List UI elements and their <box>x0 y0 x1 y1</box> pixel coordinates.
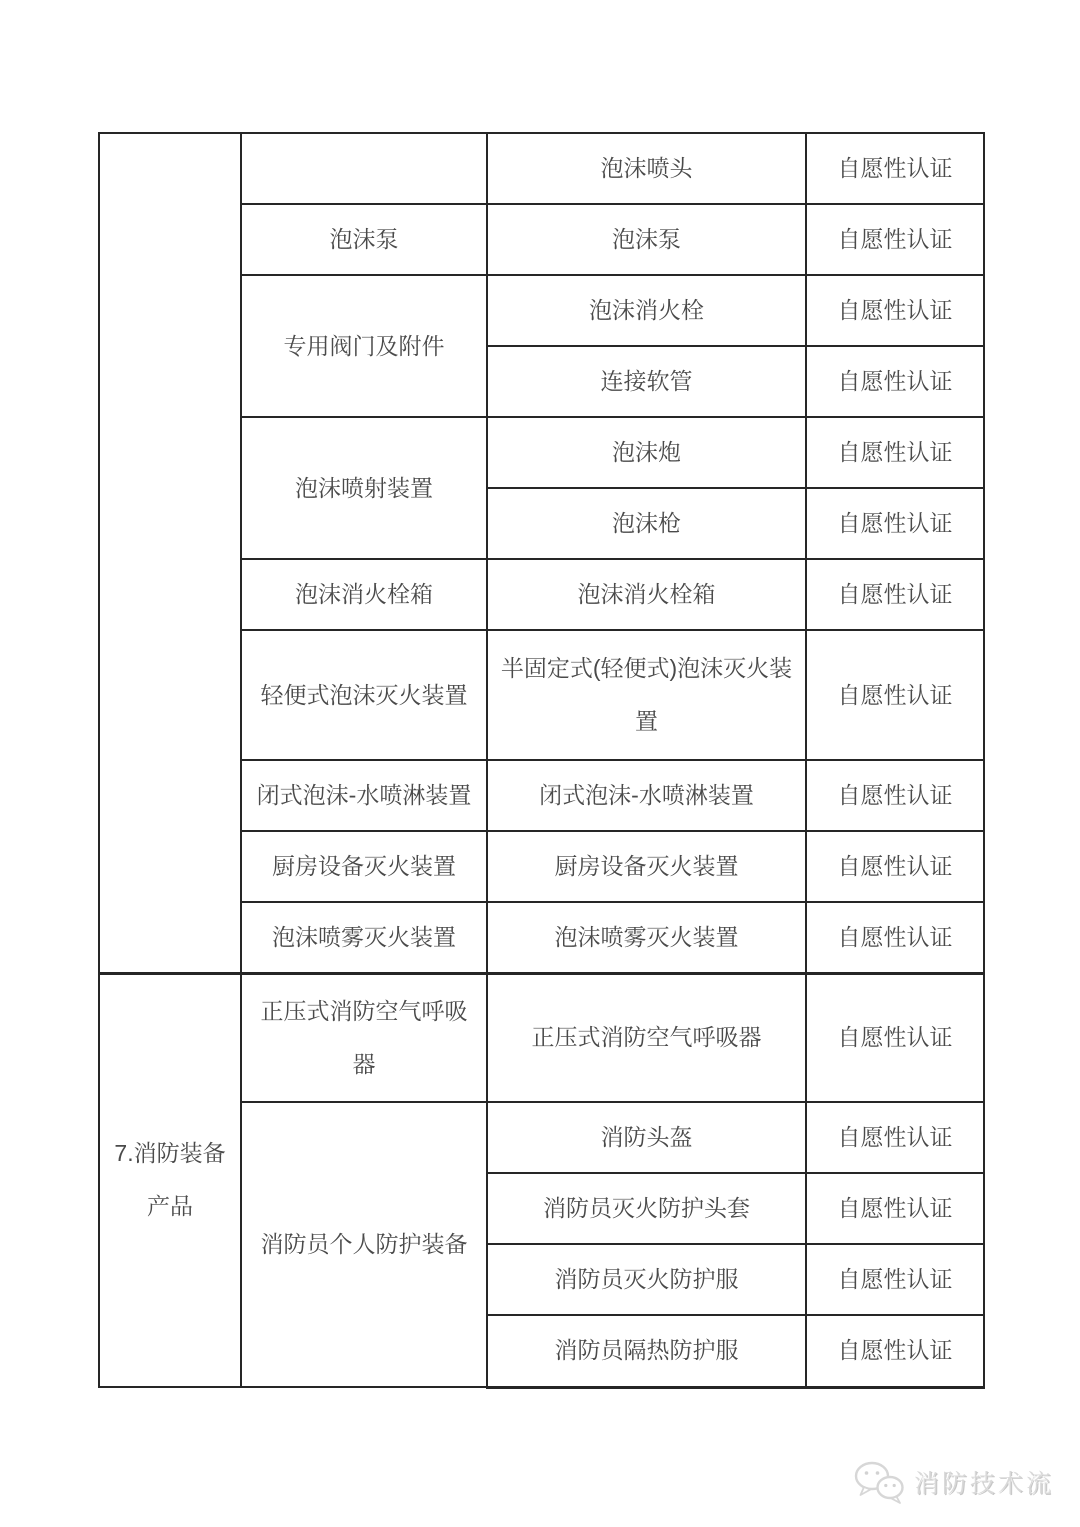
group-cell: 厨房设备灭火装置 <box>241 831 487 902</box>
product-cell: 泡沫消火栓 <box>487 275 806 346</box>
certification-table <box>98 132 985 1389</box>
certification-cell: 自愿性认证 <box>806 973 984 1102</box>
group-cell: 泡沫泵 <box>241 204 487 275</box>
product-cell: 厨房设备灭火装置 <box>487 831 806 902</box>
certification-cell: 自愿性认证 <box>806 630 984 760</box>
product-cell: 泡沫炮 <box>487 417 806 488</box>
wechat-icon <box>853 1460 905 1504</box>
certification-cell: 自愿性认证 <box>806 204 984 275</box>
product-cell: 泡沫泵 <box>487 204 806 275</box>
certification-cell: 自愿性认证 <box>806 760 984 831</box>
group-cell: 泡沫喷射装置 <box>241 417 487 559</box>
group-cell: 正压式消防空气呼吸器 <box>241 973 487 1102</box>
certification-cell: 自愿性认证 <box>806 831 984 902</box>
product-cell: 正压式消防空气呼吸器 <box>487 973 806 1102</box>
group-cell: 轻便式泡沫灭火装置 <box>241 630 487 760</box>
product-cell: 消防员灭火防护服 <box>487 1244 806 1315</box>
certification-cell: 自愿性认证 <box>806 1102 984 1173</box>
certification-cell: 自愿性认证 <box>806 1173 984 1244</box>
product-cell: 半固定式(轻便式)泡沫灭火装置 <box>487 630 806 760</box>
certification-cell: 自愿性认证 <box>806 488 984 559</box>
product-cell: 泡沫枪 <box>487 488 806 559</box>
group-cell: 闭式泡沫-水喷淋装置 <box>241 760 487 831</box>
product-cell: 泡沫喷头 <box>487 133 806 204</box>
certification-cell: 自愿性认证 <box>806 559 984 630</box>
product-cell: 连接软管 <box>487 346 806 417</box>
certification-cell: 自愿性认证 <box>806 275 984 346</box>
certification-cell: 自愿性认证 <box>806 1244 984 1315</box>
product-cell: 泡沫消火栓箱 <box>487 559 806 630</box>
watermark <box>853 1460 1054 1504</box>
table-row <box>99 973 984 1102</box>
product-cell: 消防头盔 <box>487 1102 806 1173</box>
group-cell: 泡沫喷雾灭火装置 <box>241 902 487 973</box>
product-cell: 消防员灭火防护头套 <box>487 1173 806 1244</box>
certification-cell: 自愿性认证 <box>806 1315 984 1387</box>
group-cell: 专用阀门及附件 <box>241 275 487 417</box>
certification-cell: 自愿性认证 <box>806 902 984 973</box>
certification-cell: 自愿性认证 <box>806 417 984 488</box>
watermark-text: 消防技术流 <box>913 1470 1054 1498</box>
product-cell: 泡沫喷雾灭火装置 <box>487 902 806 973</box>
certification-cell: 自愿性认证 <box>806 346 984 417</box>
table-row <box>99 133 984 204</box>
category-cell-empty <box>99 133 241 973</box>
product-cell: 消防员隔热防护服 <box>487 1315 806 1387</box>
group-cell: 泡沫消火栓箱 <box>241 559 487 630</box>
certification-cell: 自愿性认证 <box>806 133 984 204</box>
group-cell <box>241 133 487 204</box>
product-cell: 闭式泡沫-水喷淋装置 <box>487 760 806 831</box>
category-cell-7: 7.消防装备产品 <box>99 973 241 1387</box>
group-cell: 消防员个人防护装备 <box>241 1102 487 1387</box>
